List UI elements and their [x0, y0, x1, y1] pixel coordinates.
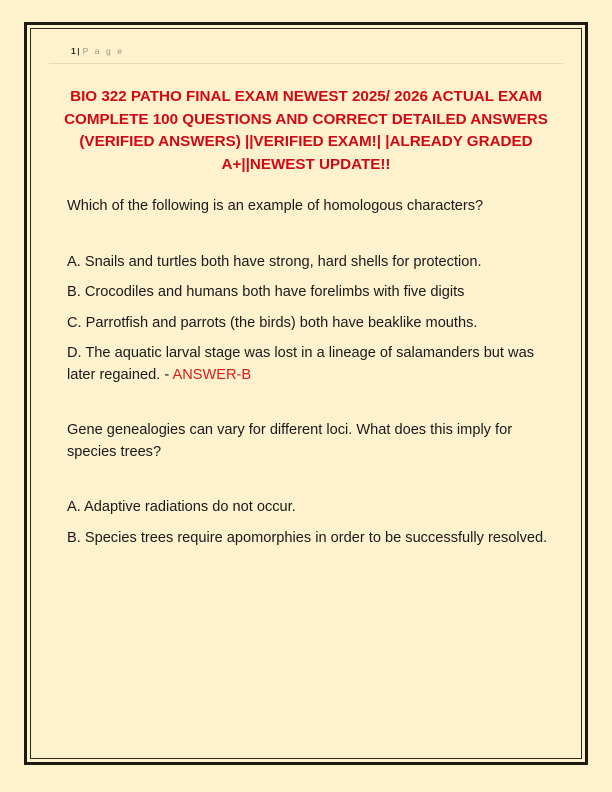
question-1-option-d-text: D. The aquatic larval stage was lost in a lineage of salamanders but was later regained. -: [67, 345, 534, 383]
header-page-number: 1: [71, 46, 77, 56]
header-page-label: P a g e: [82, 46, 125, 56]
question-1-option-b: B. Crocodiles and humans both have forelimbs with five digits: [67, 284, 465, 301]
page-border-inner: [30, 28, 582, 759]
question-1-option-a: A. Snails and turtles both have strong, hard shells for protection.: [67, 253, 482, 270]
question-2-option-b: B. Species trees require apomorphies in order to be successfully resolved.: [67, 529, 548, 546]
question-1-prompt: Which of the following is an example of homologous characters?: [67, 198, 484, 215]
question-1-answer-tag: ANSWER-B: [172, 366, 252, 383]
header-separator: |: [77, 46, 80, 56]
document-body: [49, 196, 563, 549]
question-1-option-d: [67, 343, 553, 386]
question-2-prompt: Gene genealogies can vary for different loci. What does this imply for species trees?: [67, 422, 513, 460]
question-1-option-c: C. Parrotfish and parrots (the birds) both have beaklike mouths.: [67, 314, 478, 331]
document-title: BIO 322 PATHO FINAL EXAM NEWEST 2025/ 2026 ACTUAL EXAM COMPLETE 100 QUESTIONS AND CORRECT DETAILED ANSWERS (VERIFIED ANSWERS) ||VERIFIED EXAM!| |ALREADY GRADED A+||NEWEST UPDATE!!: [64, 88, 548, 173]
question-2-option-a: A. Adaptive radiations do not occur.: [67, 499, 296, 516]
page-content: [31, 29, 581, 758]
running-header: [49, 41, 563, 64]
page-border-outer: [24, 22, 588, 765]
